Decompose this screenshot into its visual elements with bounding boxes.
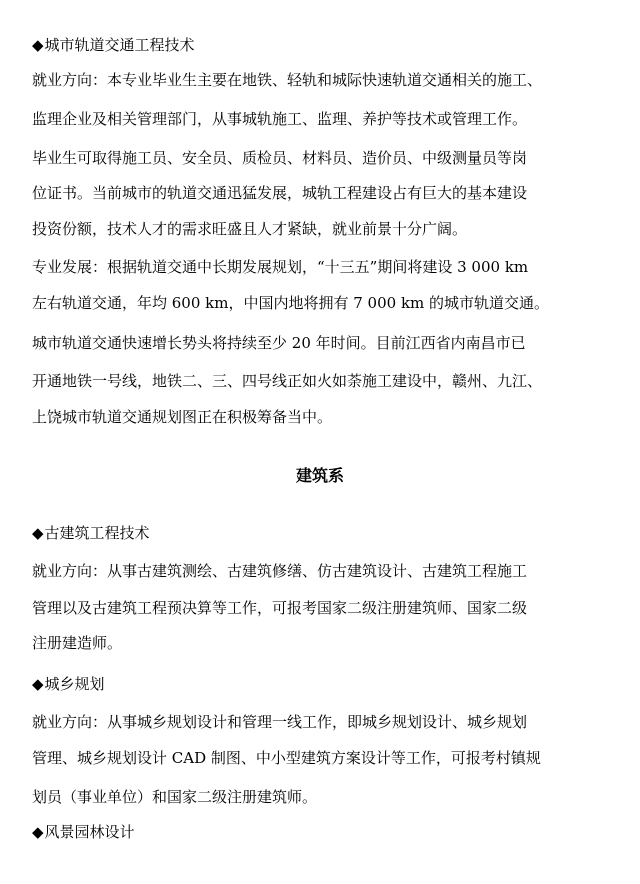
heading-text: 城市轨道交通工程技术 [44,36,195,54]
paragraph-line: 位证书。当前城市的轨道交通迅猛发展，城轨工程建设占有巨大的基本建设 [32,184,528,202]
paragraph-line: 管理以及古建筑工程预决算等工作，可报考国家二级注册建筑师、国家二级 [32,599,528,617]
paragraph-line: 毕业生可取得施工员、安全员、质检员、材料员、造价员、中级测量员等岗 [32,149,528,167]
paragraph-line: 注册建造师。 [32,634,123,652]
paragraph-line: 管理、城乡规划设计 CAD 制图、中小型建筑方案设计等工作，可报考村镇规 [32,749,541,767]
paragraph-line: 上饶城市轨道交通规划图正在积极筹备当中。 [32,408,333,426]
heading-text: 风景园林设计 [44,823,135,841]
heading-text: 城乡规划 [44,675,105,693]
paragraph-line: 左右轨道交通，年均 600 km，中国内地将拥有 7 000 km 的城市轨道交通。 [32,294,550,312]
department-title: 建筑系 [295,466,344,485]
diamond-bullet-icon: ◆ [32,675,44,693]
paragraph-line: 城市轨道交通快速增长势头将持续至少 20 年时间。目前江西省内南昌市已 [32,334,526,352]
section-heading-urban-rural-planning [32,675,612,693]
heading-text: 古建筑工程技术 [44,524,150,542]
paragraph-line: 投资份额，技术人才的需求旺盛且人才紧缺，就业前景十分广阔。 [32,220,468,238]
diamond-bullet-icon: ◆ [32,524,44,542]
paragraph-line: 开通地铁一号线，地铁二、三、四号线正如火如荼施工建设中，赣州、九江、 [32,372,543,390]
section-heading-ancient-architecture [32,524,612,542]
paragraph-line: 就业方向：从事古建筑测绘、古建筑修缮、仿古建筑设计、古建筑工程施工 [32,562,528,580]
diamond-bullet-icon: ◆ [32,823,44,841]
section-heading-urban-rail [32,36,612,54]
paragraph-line: 专业发展：根据轨道交通中长期发展规划，“十三五”期间将建设 3 000 km [32,258,529,276]
diamond-bullet-icon: ◆ [32,36,44,54]
section-heading-landscape-design [32,823,612,841]
paragraph-line: 划员（事业单位）和国家二级注册建筑师。 [32,788,318,806]
paragraph-line: 监理企业及相关管理部门，从事城轨施工、监理、养护等技术或管理工作。 [32,110,528,128]
paragraph-line: 就业方向：从事城乡规划设计和管理一线工作，即城乡规划设计、城乡规划 [32,713,528,731]
paragraph-line: 就业方向：本专业毕业生主要在地铁、轻轨和城际快速轨道交通相关的施工、 [32,71,543,89]
